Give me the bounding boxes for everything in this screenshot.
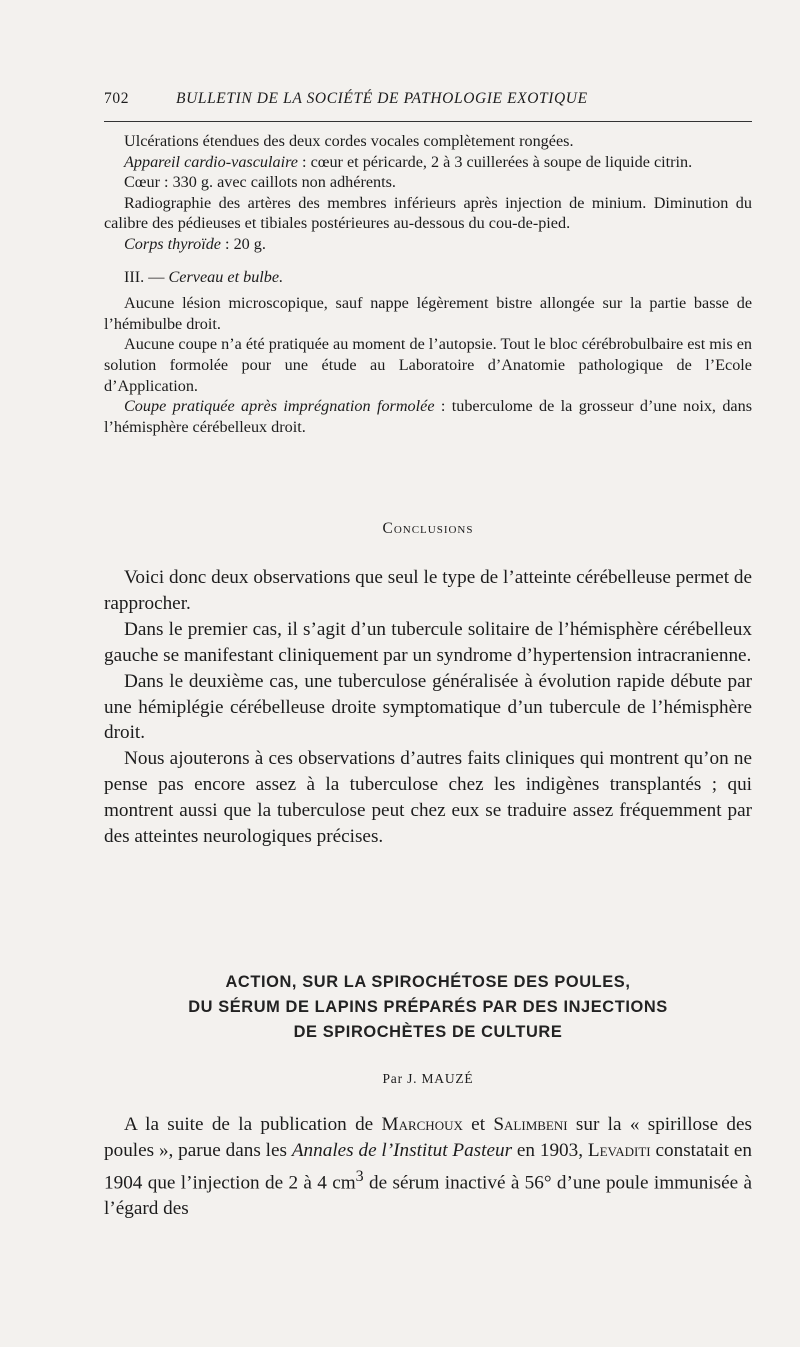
conclusions-body	[104, 565, 752, 850]
article-title	[104, 970, 752, 1045]
body-text: et	[462, 1114, 494, 1135]
paragraph-cardio	[104, 152, 752, 173]
author-name-salimbeni: Salimbeni	[493, 1114, 568, 1135]
section-title: Cerveau et bulbe.	[168, 267, 284, 286]
conclusions-heading: Conclusions	[382, 520, 474, 537]
body-text: de sérum inactivé à 56° d’une poule immunisée à l’égard des	[104, 1172, 752, 1220]
conclusions-paragraph-4: Nous ajouterons à ces observations d’autres faits cliniques qui montrent qu’on ne pense pas encore assez à la tuberculose chez les indigènes transplantés ; qui montrent aussi que la tuberculose peut chez eux se traduire assez fréquemment par des atteintes neurologiques précises.	[104, 748, 752, 848]
article-author: Par J. MAUZÉ	[382, 1071, 474, 1086]
conclusions-paragraph-1: Voici donc deux observations que seul le type de l’atteinte cérébelleuse permet de rapprocher.	[104, 567, 752, 614]
section-number: III. —	[124, 267, 169, 286]
article-paragraph-1	[104, 1112, 752, 1222]
paragraph-impregnation	[104, 396, 752, 437]
header-rule	[104, 121, 752, 122]
paragraph-coupe: Aucune coupe n’a été pratiquée au moment de l’autopsie. Tout le bloc cérébrobulbaire est mis en solution formolée pour une étude au Laboratoire d’Anatomie pathologique de l’Ecole d’Application.	[104, 335, 752, 395]
journal-name: Annales de l’Institut Pasteur	[291, 1139, 513, 1161]
article-title-line-3: DE SPIROCHÈTES DE CULTURE	[293, 1023, 563, 1041]
paragraph-ulcerations: Ulcérations étendues des deux cordes vocales complètement rongées.	[124, 132, 574, 150]
label-thyroide: Corps thyroïde	[124, 234, 221, 253]
author-name-marchoux: Marchoux	[381, 1114, 463, 1135]
article-body	[104, 1112, 752, 1222]
article-title-line-1: ACTION, SUR LA SPIROCHÉTOSE DES POULES,	[225, 973, 631, 991]
author-name-levaditi: Levaditi	[587, 1139, 651, 1161]
paragraph-coeur: Cœur : 330 g. avec caillots non adhérents.	[124, 173, 396, 192]
body-text: constatait en 1904 que l’injection de 2 à 4 cm	[104, 1139, 752, 1194]
paragraph-thyroide	[104, 234, 752, 255]
body-text: en 1903,	[512, 1139, 588, 1161]
conclusions-paragraph-2: Dans le premier cas, il s’agit d’un tubercule solitaire de l’hémisphère cérébelleux gauche se manifestant cliniquement par un syndrome d’hypertension intracranienne.	[104, 618, 752, 666]
text-impregnation: : tuberculome de la grosseur d’une noix, dans l’hémisphère cérébelleux droit.	[104, 397, 752, 436]
section-heading-cerveau	[104, 267, 752, 288]
paragraph-lesion: Aucune lésion microscopique, sauf nappe légèrement bistre allongée sur la partie basse de l’hémibulbe droit.	[104, 294, 752, 333]
body-text: sur la « spirillose des poules », parue dans les	[104, 1114, 752, 1161]
conclusions-paragraph-3: Dans le deuxième cas, une tuberculose généralisée à évolution rapide débute par une hémiplégie cérébelleuse droite symptomatique d’un tubercule de l’hémisphère droit.	[104, 670, 752, 744]
label-cardio: Appareil cardio-vasculaire	[124, 152, 298, 171]
page-number: 702	[104, 90, 130, 107]
article-title-line-2: DU SÉRUM DE LAPINS PRÉPARÉS PAR DES INJECTIONS	[188, 998, 668, 1016]
autopsy-findings	[104, 131, 752, 437]
superscript: 3	[355, 1167, 364, 1185]
text-thyroide: : 20 g.	[220, 234, 266, 253]
running-title: BULLETIN DE LA SOCIÉTÉ DE PATHOLOGIE EXOTIQUE	[176, 90, 588, 107]
paragraph-radiographie: Radiographie des artères des membres inférieurs après injection de minium. Diminution du calibre des pédieuses et tibiales postérieures au-dessous du cou-de-pied.	[104, 193, 752, 233]
body-text: A la suite de la publication de	[124, 1114, 382, 1135]
label-impregnation: Coupe pratiquée après imprégnation formolée	[124, 397, 435, 416]
text-cardio: : cœur et péricarde, 2 à 3 cuillerées à soupe de liquide citrin.	[297, 152, 693, 171]
